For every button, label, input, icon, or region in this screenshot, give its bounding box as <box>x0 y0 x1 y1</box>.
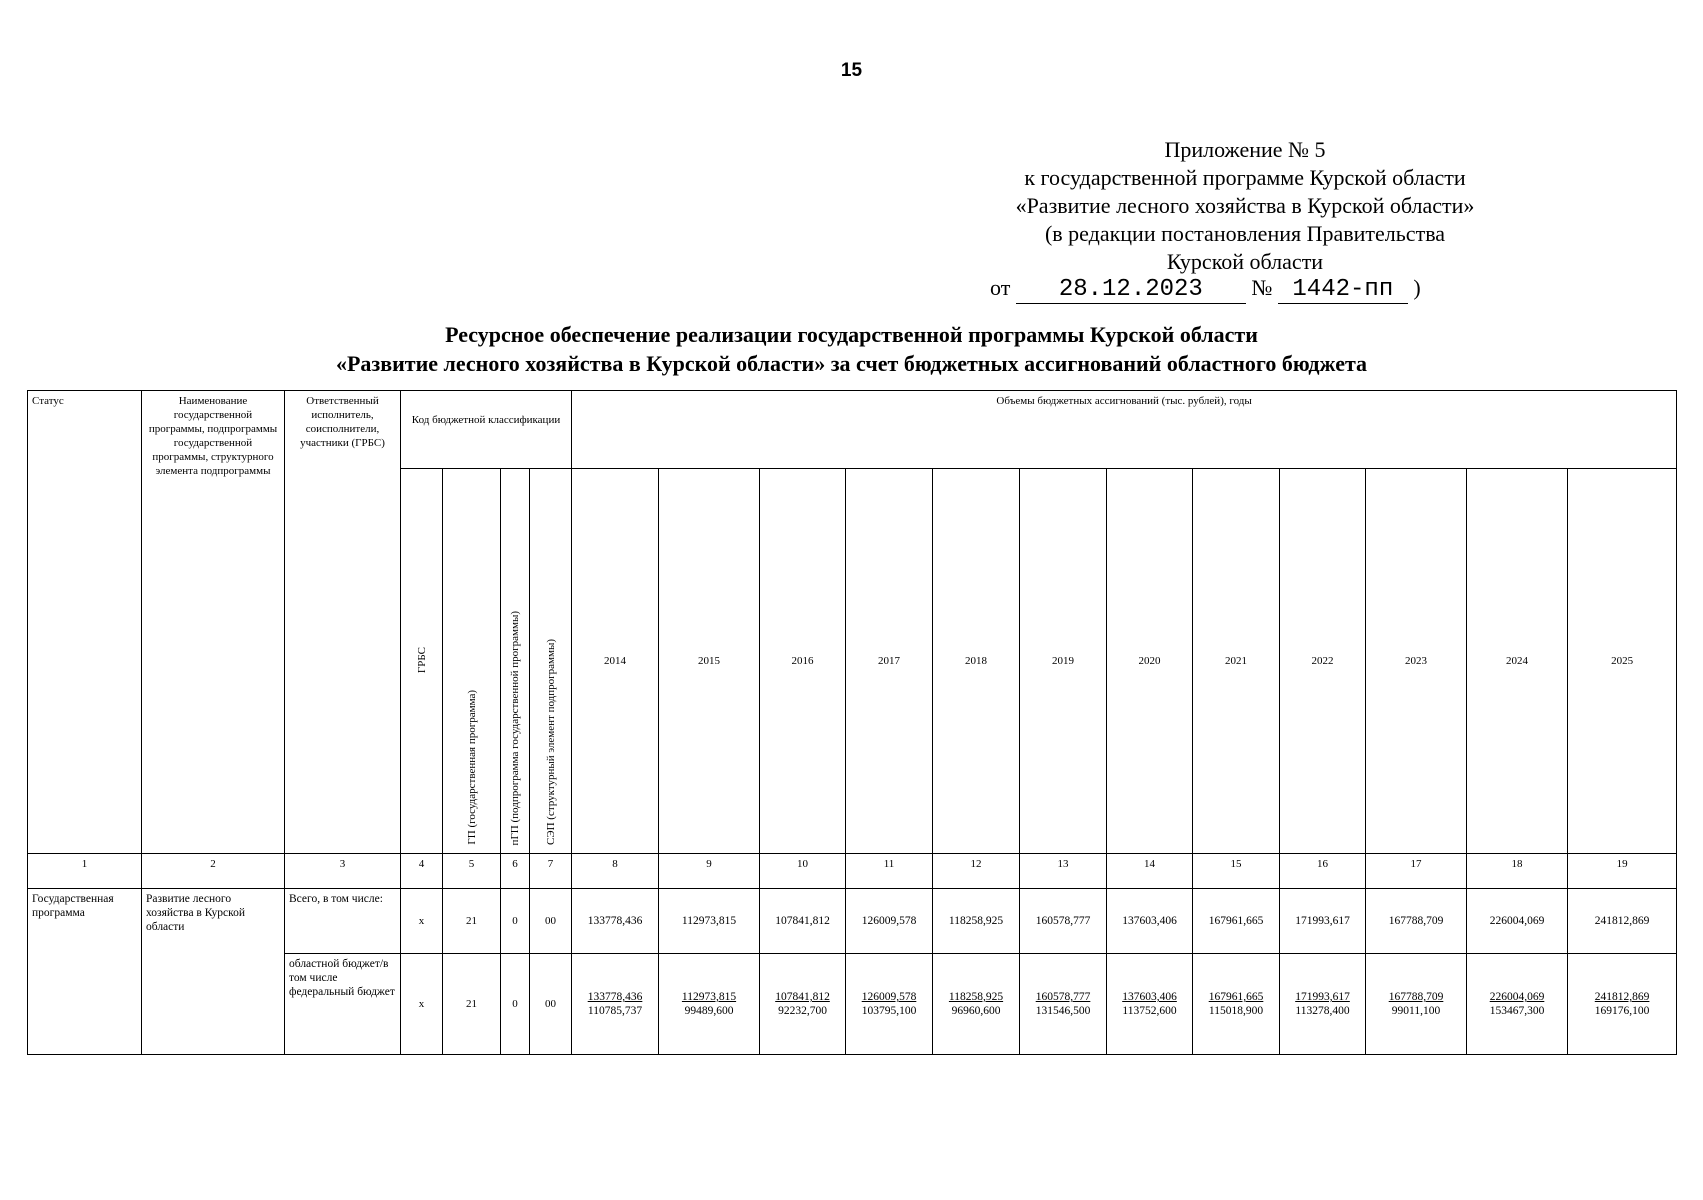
table-row <box>28 889 1677 954</box>
row-executor: Всего, в том числе: <box>285 889 401 954</box>
column-number: 5 <box>443 854 501 889</box>
row-gp: 21 <box>443 889 501 954</box>
budget-value-cell <box>933 954 1020 1055</box>
decree-date-number <box>990 275 1450 304</box>
column-number: 15 <box>1193 854 1280 889</box>
document-title <box>0 320 1703 378</box>
federal-value: 92232,700 <box>778 1005 827 1017</box>
federal-value: 99489,600 <box>684 1005 734 1017</box>
column-number: 9 <box>659 854 760 889</box>
closing-paren: ) <box>1413 275 1421 300</box>
column-number: 3 <box>285 854 401 889</box>
total-value: 226004,069 <box>1467 889 1568 954</box>
header-sep: СЭП (структурный элемент подпрограммы) <box>544 638 557 845</box>
column-number: 1 <box>28 854 142 889</box>
budget-value-cell <box>1366 954 1467 1055</box>
header-gp-cell <box>443 469 501 854</box>
row-gp: 21 <box>443 954 501 1055</box>
column-number: 18 <box>1467 854 1568 889</box>
appendix-line: Приложение № 5 <box>1164 137 1326 162</box>
column-number: 19 <box>1568 854 1677 889</box>
total-value: 241812,869 <box>1568 889 1677 954</box>
header-grbs-cell <box>401 469 443 854</box>
title-line-1: Ресурсное обеспечение реализации государственной программы Курской области <box>445 322 1258 347</box>
header-pgp-cell <box>501 469 530 854</box>
budget-value-cell <box>572 954 659 1055</box>
total-value: 160578,777 <box>1020 889 1107 954</box>
header-status: Статус <box>28 391 142 854</box>
column-number: 17 <box>1366 854 1467 889</box>
federal-value: 110785,737 <box>587 1005 643 1017</box>
federal-value: 96960,600 <box>951 1005 1001 1017</box>
column-number: 12 <box>933 854 1020 889</box>
regional-value: 167961,665 <box>1208 991 1264 1003</box>
header-grbs: ГРБС <box>415 646 428 673</box>
decree-date: 28.12.2023 <box>1016 277 1246 304</box>
budget-value-cell <box>659 954 760 1055</box>
row-sep: 00 <box>530 889 572 954</box>
column-number: 8 <box>572 854 659 889</box>
total-value: 126009,578 <box>846 889 933 954</box>
budget-value-cell <box>846 954 933 1055</box>
budget-value-cell <box>1193 954 1280 1055</box>
total-value: 107841,812 <box>760 889 846 954</box>
header-year: 2025 <box>1568 469 1677 854</box>
federal-value: 169176,100 <box>1594 1005 1650 1017</box>
federal-value: 115018,900 <box>1208 1005 1264 1017</box>
federal-value: 153467,300 <box>1489 1005 1545 1017</box>
regional-value: 107841,812 <box>775 991 830 1003</box>
page-number: 15 <box>840 60 863 81</box>
decree-number: 1442-пп <box>1278 277 1408 304</box>
header-year: 2015 <box>659 469 760 854</box>
total-value: 167961,665 <box>1193 889 1280 954</box>
budget-value-cell <box>1107 954 1193 1055</box>
appendix-line: к государственной программе Курской области <box>1024 165 1466 190</box>
column-number: 11 <box>846 854 933 889</box>
regional-value: 126009,578 <box>861 991 917 1003</box>
regional-value: 112973,815 <box>681 991 737 1003</box>
federal-value: 113752,600 <box>1122 1005 1177 1017</box>
header-executor: Ответственный исполнитель, соисполнители, участники (ГРБС) <box>285 391 401 854</box>
budget-table <box>27 390 1677 1055</box>
row-executor: областной бюджет/в том числе федеральный бюджет <box>285 954 401 1055</box>
row-grbs: х <box>401 954 443 1055</box>
header-year: 2023 <box>1366 469 1467 854</box>
column-number: 16 <box>1280 854 1366 889</box>
header-year: 2022 <box>1280 469 1366 854</box>
regional-value: 226004,069 <box>1489 991 1545 1003</box>
column-number: 6 <box>501 854 530 889</box>
row-pgp: 0 <box>501 889 530 954</box>
budget-value-cell <box>1280 954 1366 1055</box>
column-number: 2 <box>142 854 285 889</box>
row-name: Развитие лесного хозяйства в Курской области <box>142 889 285 1055</box>
row-grbs: х <box>401 889 443 954</box>
header-year: 2017 <box>846 469 933 854</box>
header-year: 2019 <box>1020 469 1107 854</box>
header-name: Наименование государственной программы, подпрограммы государственной программы, структурного элемента подпрограммы <box>142 391 285 854</box>
budget-value-cell <box>1467 954 1568 1055</box>
header-year: 2020 <box>1107 469 1193 854</box>
total-value: 112973,815 <box>659 889 760 954</box>
regional-value: 167788,709 <box>1388 991 1444 1003</box>
budget-value-cell <box>1020 954 1107 1055</box>
total-value: 133778,436 <box>572 889 659 954</box>
header-year: 2016 <box>760 469 846 854</box>
column-number: 4 <box>401 854 443 889</box>
regional-value: 160578,777 <box>1035 991 1091 1003</box>
appendix-line: (в редакции постановления Правительства <box>1044 221 1446 246</box>
total-value: 167788,709 <box>1366 889 1467 954</box>
federal-value: 99011,100 <box>1391 1005 1441 1017</box>
appendix-line: Курской области <box>1166 249 1324 274</box>
column-number: 7 <box>530 854 572 889</box>
column-number: 13 <box>1020 854 1107 889</box>
header-pgp: пГП (подпрограмма государственной программы) <box>509 610 521 845</box>
header-volumes-group: Объемы бюджетных ассигнований (тыс. рублей), годы <box>572 391 1677 469</box>
total-value: 171993,617 <box>1280 889 1366 954</box>
regional-value: 118258,925 <box>948 991 1004 1003</box>
regional-value: 133778,436 <box>587 991 643 1003</box>
budget-value-cell <box>760 954 846 1055</box>
appendix-block <box>950 136 1540 276</box>
row-sep: 00 <box>530 954 572 1055</box>
column-number: 14 <box>1107 854 1193 889</box>
header-year: 2024 <box>1467 469 1568 854</box>
title-line-2: «Развитие лесного хозяйства в Курской области» за счет бюджетных ассигнований областного бюджета <box>335 351 1368 376</box>
budget-value-cell <box>1568 954 1677 1055</box>
date-prefix: от <box>990 275 1011 300</box>
column-number-row <box>28 854 1677 889</box>
header-sep-cell <box>530 469 572 854</box>
regional-value: 137603,406 <box>1122 991 1177 1003</box>
row-status: Государственная программа <box>28 889 142 1055</box>
federal-value: 113278,400 <box>1295 1005 1350 1017</box>
header-year: 2021 <box>1193 469 1280 854</box>
header-year: 2014 <box>572 469 659 854</box>
regional-value: 241812,869 <box>1594 991 1650 1003</box>
federal-value: 131546,500 <box>1035 1005 1091 1017</box>
header-year: 2018 <box>933 469 1020 854</box>
total-value: 118258,925 <box>933 889 1020 954</box>
total-value: 137603,406 <box>1107 889 1193 954</box>
header-gp: ГП (государственная программа) <box>465 690 478 845</box>
federal-value: 103795,100 <box>861 1005 917 1017</box>
row-pgp: 0 <box>501 954 530 1055</box>
appendix-line: «Развитие лесного хозяйства в Курской области» <box>1015 193 1475 218</box>
regional-value: 171993,617 <box>1295 991 1350 1003</box>
header-code-group: Код бюджетной классификации <box>401 391 572 469</box>
column-number: 10 <box>760 854 846 889</box>
number-prefix: № <box>1251 275 1273 300</box>
